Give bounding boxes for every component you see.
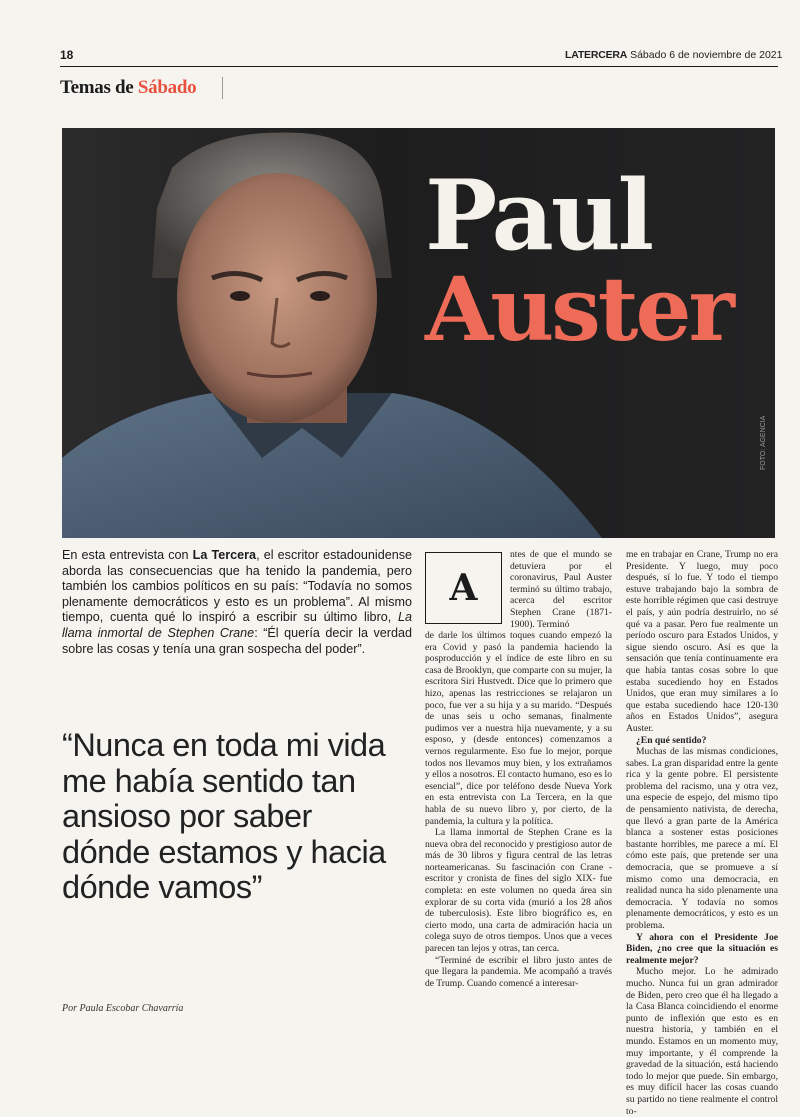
lead-text-3: : “Él quería decir la verdad sobre las cosas y tenía una gran sospecha del poder”.	[62, 625, 412, 656]
interview-question: Y ahora con el Presidente Joe Biden, ¿no cree que la situación es realmente mejor?	[626, 931, 778, 966]
lead-text-2: , el escritor estadounidense aborda las consecuencias que ha tenido la pandemia, pero también los cambios políticos en su país: “Todavía no somos plenamente democráticos y esto es un problema”. Al mismo tiempo, cuenta qué lo inspiró a escribir su último libro,	[62, 548, 413, 625]
lead-newspaper-name: La Tercera	[192, 548, 257, 562]
headline-first-name: Paul	[425, 159, 652, 272]
masthead	[565, 49, 782, 61]
article-column-2	[626, 549, 778, 1117]
article-paragraph: “Terminé de escribir el libro justo antes de que llegara la pandemia. Me acompañó a través de Trump. Cuando comencé a interesar-	[425, 954, 612, 989]
masthead-brand: LATERCERA	[565, 49, 628, 61]
page-number: 18	[60, 48, 74, 62]
lead-book-title: La llama inmortal de Stephen Crane	[62, 610, 412, 640]
article-paragraph: de darle los últimos toques cuando empezó la era Covid y pasó la pandemia haciendo la posproducción y el índice de este libro en su casa de Brooklyn, que comparte con su mujer, la escritora Siri Hustvedt. Dice que lo primero que hizo, apenas las restricciones se relajaron un poco, fue ver a su hija y a su marido. “Después de unas seis u ocho semanas, finalmente pudimos ver a nuestra hija nuevamente, y a su esposo, y (desde entonces) comenzamos a vernos regularmente. Eso fue lo mejor, porque todos nos llevamos muy bien, y los extrañamos y ellos a nosotros. El contacto humano, eso es lo esencial”, dice por teléfono desde Nueva York en esta entrevista con La Tercera, en la que habla de su nuevo libro y, por cierto, de la pandemia, la cultura y la política.	[425, 630, 612, 827]
pull-quote: “Nunca en toda mi vida me había sentido tan ansioso por saber dónde estamos y hacia dónde vamos”	[62, 727, 386, 905]
article-paragraph: Muchas de las mismas condiciones, sabes. La gran disparidad entre la gente rica y la gente pobre. El persistente problema del racismo, una y otra vez, una especie de espejo, del mismo tipo de pensamiento nativista, de derecha, que llevó a gran parte de la América blanca a sostener estas posiciones bastante horribles, me parece a mí. El cómo este país, que pretende ser una democracia, que se promueve a sí mismo como una democracia, en realidad nunca ha sido plenamente una democracia. Y todavía no somos plenamente democráticos, y esto es un problema.	[626, 746, 778, 931]
photo-credit: FOTO: AGENCIA	[760, 415, 767, 470]
lead-paragraph	[62, 548, 412, 657]
headline-last-name: Auster	[425, 257, 732, 361]
article-column-1	[425, 630, 612, 989]
interview-question: ¿En qué sentido?	[636, 734, 707, 746]
article-paragraph: Mucho mejor. Lo he admirado mucho. Nunca fui un gran admirador de Biden, pero creo que él ha llegado a la Casa Blanca coincidiendo el enorme punto de inflexión que esto es en nuestra historia, y también en el mundo. Estamos en un momento muy, muy importante, y él comprende la gravedad de la situación, está haciendo todo lo mejor que puede. Sin embargo, es muy difícil hacer las cosas cuando su partido no tiene realmente el control to-	[626, 966, 778, 1117]
article-column-1-top	[510, 549, 612, 630]
header-rule	[60, 66, 778, 67]
section-title-part2: Sábado	[137, 77, 197, 98]
article-intro: ntes de que el mundo se detuviera por el coronavirus, Paul Auster terminó su último trabajo, acerca del escritor Stephen Crane (1871-1900). Terminó	[510, 549, 612, 630]
lead-text-1: En esta entrevista con	[62, 548, 193, 562]
section-title	[60, 77, 196, 99]
byline: Por Paula Escobar Chavarría	[62, 1003, 184, 1014]
section-title-part1: Temas de	[60, 77, 134, 98]
section-divider	[222, 77, 223, 99]
masthead-date: Sábado 6 de noviembre de 2021	[630, 49, 783, 61]
article-paragraph: me en trabajar en Crane, Trump no era Presidente. Y luego, muy poco después, sí lo fue. Y todo el tiempo estuve trabajando bajo la sombra de este horrible régimen que casi destruye el país, y aún podría destruirlo, no sé qué va a pasar. Pero fue realmente un período oscuro para Estados Unidos, y sigue siendo oscuro. Así es que la sensación que tenía continuamente era que había tantas cosas sobre lo que estaba sucediendo hoy en Estados Unidos, que eran muy similares a lo que estaba sucediendo hace 120-130 años en Estados Unidos”, asegura Auster.	[626, 549, 778, 734]
drop-cap: A	[425, 552, 502, 624]
article-paragraph: La llama inmortal de Stephen Crane es la nueva obra del reconocido y prestigioso autor de más de 30 libros y figura central de las letras norteamericanas. Su fascinación con Crane -escritor y cronista de fines del siglo XIX- fue completa: en este volumen no queda área sin explorar de su corta vida (murió a los 28 años de tuberculosis). Este libro biográfico es, en cierto modo, una carta de admiración hacia un colega suyo de otros tiempos. Unos que a veces parecen tan lejos y otras, tan cerca.	[425, 827, 612, 955]
